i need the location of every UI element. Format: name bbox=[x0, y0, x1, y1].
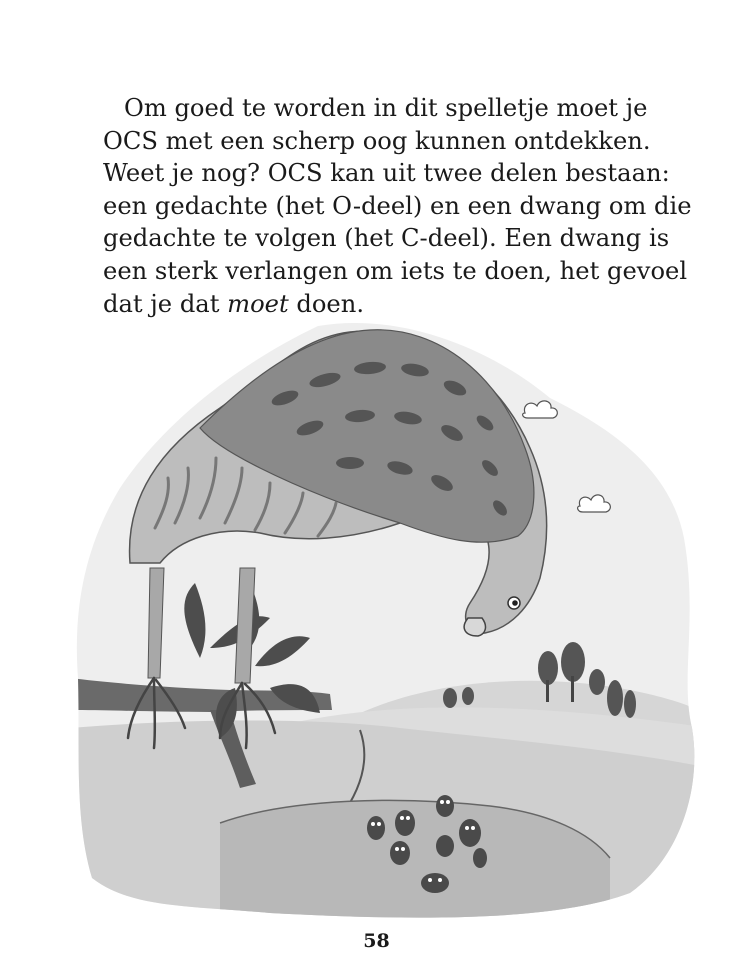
bird-beak bbox=[464, 618, 485, 636]
text-segment: doen. bbox=[288, 289, 365, 318]
bird-pupil bbox=[512, 600, 518, 606]
body-paragraph bbox=[103, 92, 692, 320]
emphasis-word: moet bbox=[227, 289, 289, 318]
text-line-last bbox=[103, 288, 663, 321]
text-line: een sterk verlangen om iets te doen, het gevoel bbox=[103, 256, 688, 285]
text-line: Om goed te worden in dit spelletje moet je bbox=[124, 94, 648, 122]
text-line: OCS met een scherp oog kunnen ontdekken. bbox=[103, 126, 651, 155]
bird-illustration bbox=[70, 318, 700, 918]
text-line: Weet je nog? OCS kan uit twee delen bestaan: bbox=[103, 159, 670, 188]
text-line: gedachte te volgen (het C-deel). Een dwang is bbox=[103, 224, 670, 253]
text-line: een gedachte (het O-deel) en een dwang om die bbox=[103, 191, 692, 220]
text-segment: dat je dat bbox=[103, 289, 228, 318]
page-number: 58 bbox=[363, 930, 390, 952]
